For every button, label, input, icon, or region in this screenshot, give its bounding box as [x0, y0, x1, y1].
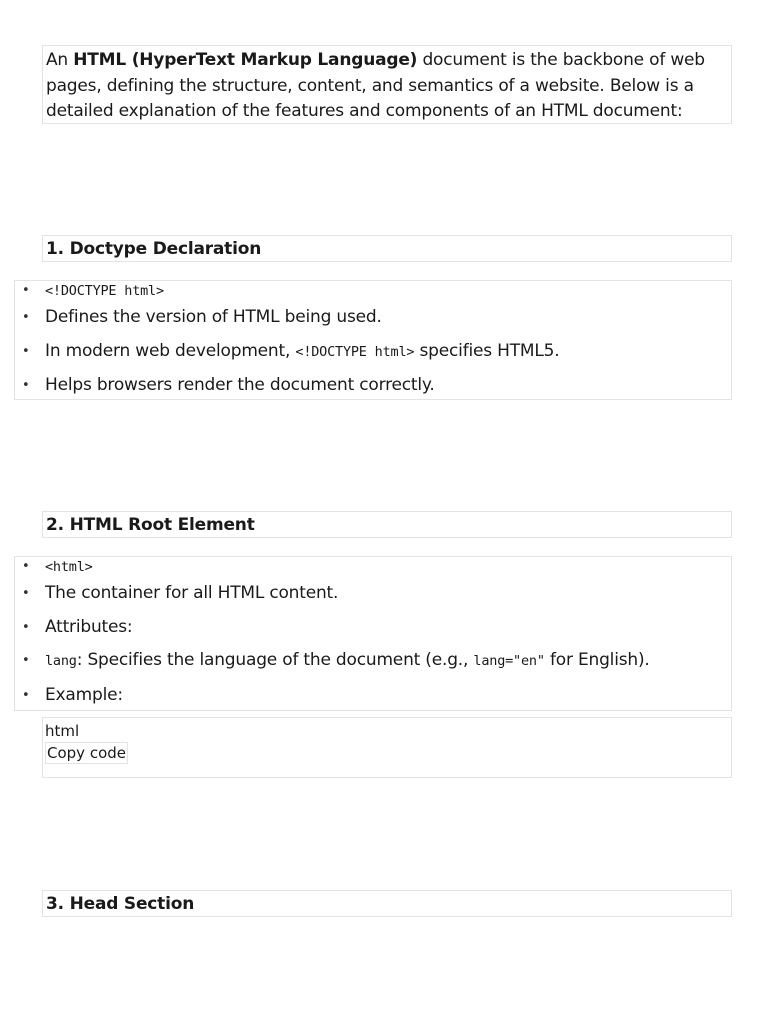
intro-prefix: An — [46, 50, 74, 70]
inline-code: lang — [45, 653, 77, 669]
inline-text: specifies HTML5. — [414, 340, 560, 361]
copy-code-button[interactable]: Copy code — [47, 744, 126, 762]
code-block — [42, 717, 732, 778]
list-item: • Example: — [15, 679, 731, 713]
intro-rest: document is the backbone of web pages, defining the structure, content, and semantics of a website. Below is a detailed explanation of the features and components of an HTML document: — [46, 50, 705, 122]
intro-bold-term: HTML (HyperText Markup Language) — [73, 50, 418, 70]
html-root-list — [14, 556, 732, 711]
doctype-list — [14, 280, 732, 400]
section-heading-html-root: 2. HTML Root Element — [42, 511, 732, 538]
list-item: • Attributes: — [15, 611, 731, 645]
list-item: • The container for all HTML content. — [15, 577, 731, 611]
inline-text: for English). — [544, 650, 650, 670]
list-item-code: • <html> — [15, 557, 731, 577]
list-item: • Helps browsers render the document correctly. — [15, 369, 731, 403]
list-item: • Defines the version of HTML being used. — [15, 301, 731, 335]
code-language-label: html — [45, 722, 80, 740]
intro-paragraph — [42, 45, 732, 124]
inline-code: lang="en" — [473, 653, 545, 669]
list-item-lang — [15, 644, 731, 679]
inline-text: In modern web development, — [45, 340, 296, 361]
inline-text: : Specifies the language of the document (e.g., — [76, 650, 474, 670]
section-heading-head: 3. Head Section — [42, 890, 732, 917]
list-item-inline-code — [15, 335, 731, 370]
inline-code: <!DOCTYPE html> — [295, 343, 415, 360]
list-item-code: • <!DOCTYPE html> — [15, 281, 731, 301]
section-heading-doctype: 1. Doctype Declaration — [42, 235, 732, 262]
